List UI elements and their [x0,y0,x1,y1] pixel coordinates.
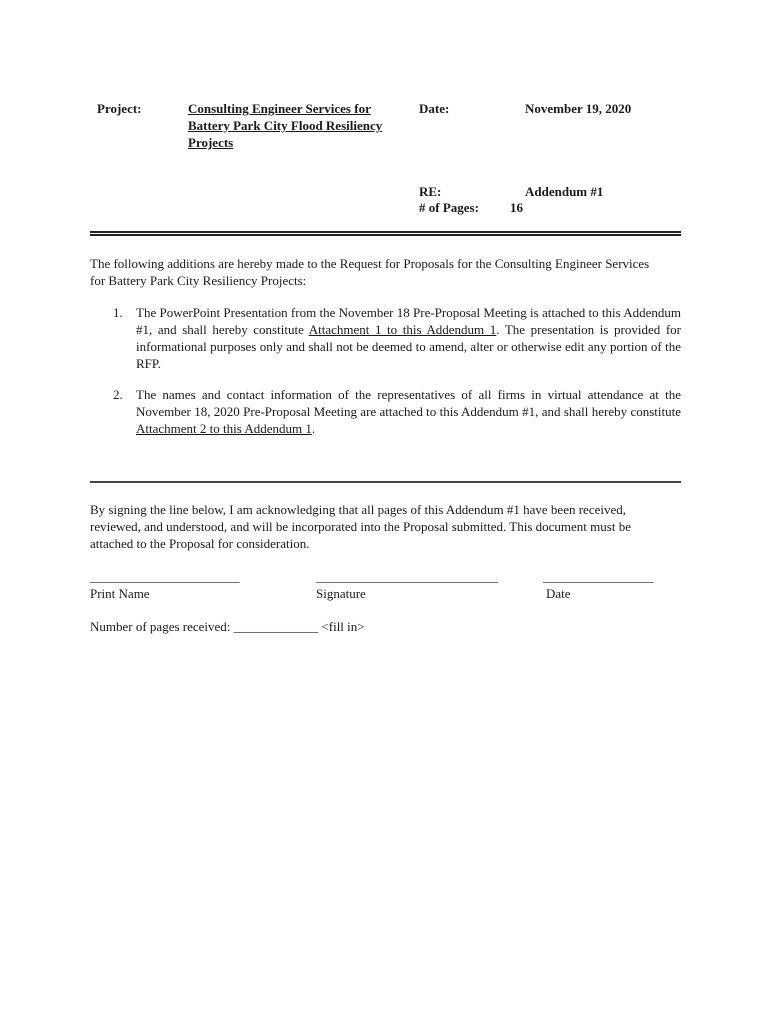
section-divider [90,481,681,484]
project-title-line-1: Consulting Engineer Services for [188,101,371,116]
re-label: RE: [419,184,442,199]
item-text-after: . The presentation is provided for informational purposes only and shall not be deemed to amend, alter or otherwise edit any portion of the RFP. [136,322,681,371]
ack-line-2: reviewed, and understood, and will be incorporated into the Proposal submitted. This document must be [90,519,631,534]
project-label: Project: [97,101,142,116]
pages-value: 16 [510,200,523,215]
item-text-after: . [311,421,316,436]
acknowledgement-paragraph [90,501,681,552]
attachment-2-link: Attachment 2 to this Addendum 1 [136,421,312,436]
intro-line-2: for Battery Park City Resiliency Projects: [90,273,307,288]
pages-received-field[interactable]: _____________ [233,619,319,634]
date-label: Date: [419,101,450,116]
item-number: 1. [113,305,123,320]
item-text [136,386,681,437]
ack-line-3: attached to the Proposal for consideration. [90,536,310,551]
print-name-line[interactable]: _______________________ [90,569,240,584]
re-value: Addendum #1 [525,184,604,199]
item-text-before: The names and contact information of the representatives of all firms in virtual attendance at the November 18, 2020 Pre-Proposal Meeting are attached to this Addendum #1, and shall hereby constitute [136,387,681,419]
pages-received-row [90,618,365,635]
item-text-before: The PowerPoint Presentation from the November 18 Pre-Proposal Meeting is attached to this Addendum #1, and shall hereby constitute [136,305,681,337]
date-value: November 19, 2020 [525,101,632,116]
pages-received-hint: <fill in> [321,619,365,634]
item-number: 2. [113,387,123,402]
item-text [136,304,681,372]
project-title-line-3: Projects [188,135,234,150]
header-divider [90,231,681,236]
date-line[interactable]: _________________ [543,569,654,584]
signature-line[interactable]: ____________________________ [316,569,498,584]
ack-line-1: By signing the line below, I am acknowledging that all pages of this Addendum #1 have been received, [90,502,626,517]
pages-received-label: Number of pages received: [90,619,231,634]
intro-paragraph [90,255,681,289]
pages-label: # of Pages: [419,200,479,215]
date-sign-label: Date [546,586,571,601]
attachment-1-link: Attachment 1 to this Addendum 1 [308,322,497,337]
project-title-line-2: Battery Park City Flood Resiliency [188,118,383,133]
print-name-label: Print Name [90,586,150,601]
signature-label: Signature [316,586,366,601]
intro-line-1: The following additions are hereby made to the Request for Proposals for the Consulting Engineer Services [90,256,650,271]
